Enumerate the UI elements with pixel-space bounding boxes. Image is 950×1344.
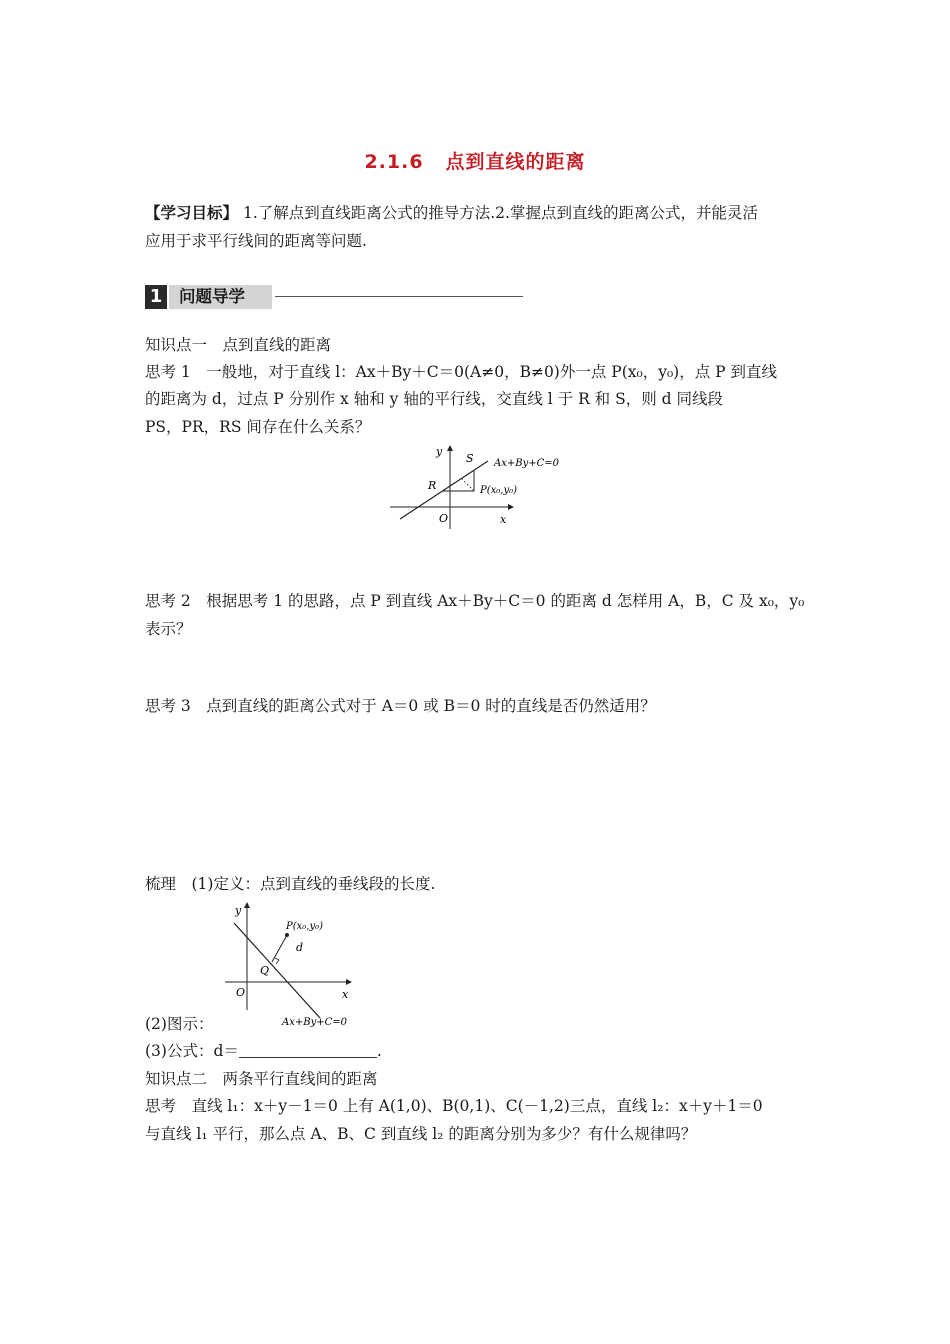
fig1-s-label: S (466, 452, 474, 465)
learning-goal-line-2: 应用于求平行线间的距离等问题. (145, 232, 367, 250)
item-2-diagram: (2)图示： (145, 1015, 214, 1033)
fig1-x-label: x (500, 513, 507, 526)
fig2-perpendicular-segment (272, 935, 287, 962)
fig2-y-arrow (244, 902, 250, 908)
fig1-perpendicular (462, 479, 474, 491)
think-2-line-1: 思考 2 根据思考 1 的思路，点 P 到直线 Ax＋By＋C＝0 的距离 d 怎样用 A，B，C 及 x₀，y₀ (145, 592, 805, 610)
formula-blank (239, 1043, 377, 1058)
fig2-q-label: Q (260, 964, 270, 977)
fig1-p-label: P(x₀,y₀) (480, 485, 518, 496)
section-rule (275, 296, 523, 297)
knowledge-point-1-heading: 知识点一 点到直线的距离 (145, 336, 332, 354)
knowledge-point-2-heading: 知识点二 两条平行直线间的距离 (145, 1070, 378, 1088)
fig1-x-arrow (508, 504, 514, 510)
fig2-point-p (285, 933, 289, 937)
item-3-formula (145, 1039, 382, 1061)
fig1-line-label: Ax+By+C=0 (494, 458, 560, 469)
learning-goal-text-1: 1.了解点到直线距离公式的推导方法.2.掌握点到直线的距离公式，并能灵活 (242, 204, 758, 222)
figure-distance-construction (390, 443, 570, 533)
fig2-y-label: y (235, 904, 242, 917)
fig2-d-label: d (296, 941, 304, 954)
think-1-line-1: 思考 1 一般地，对于直线 l：Ax＋By＋C＝0(A≠0，B≠0)外一点 P(x₀，y₀)，点 P 到直线 (145, 363, 778, 381)
fig1-origin-label: O (439, 512, 449, 525)
fig1-y-arrow (447, 445, 453, 451)
title-text: 点到直线的距离 (445, 151, 586, 173)
section-number: 1 (145, 285, 167, 309)
fig2-line-label: Ax+By+C=0 (282, 1017, 348, 1028)
summary-definition: 梳理 (1)定义：点到直线的垂线段的长度. (145, 875, 436, 893)
think-3-line-1: 思考 3 点到直线的距离公式对于 A＝0 或 B＝0 时的直线是否仍然适用？ (145, 697, 656, 715)
fig1-r-label: R (428, 479, 437, 492)
think-4-line-2: 与直线 l₁ 平行，那么点 A、B、C 到直线 l₂ 的距离分别为多少？有什么规律吗？ (145, 1125, 697, 1143)
fig2-x-label: x (342, 988, 349, 1001)
fig1-y-label: y (436, 445, 443, 458)
title-number: 2.1.6 (364, 151, 424, 173)
fig2-x-arrow (346, 979, 352, 985)
think-4-line-1: 思考 直线 l₁：x＋y－1＝0 上有 A(1,0)、B(0,1)、C(－1,2)三点，直线 l₂：x＋y＋1＝0 (145, 1097, 763, 1115)
learning-goal-label: 【学习目标】 (145, 203, 239, 222)
fig2-p-label: P(x₀,y₀) (286, 921, 324, 932)
formula-prefix: (3)公式：d＝ (145, 1042, 239, 1060)
think-1-line-3: PS，PR，RS 间存在什么关系？ (145, 418, 371, 436)
page-title (0, 147, 950, 174)
section-label: 问题导学 (179, 287, 245, 306)
fig2-origin-label: O (236, 986, 246, 999)
learning-goal-line-1 (145, 201, 758, 223)
formula-suffix: . (376, 1042, 382, 1060)
think-2-line-2: 表示？ (145, 620, 192, 638)
figure-point-line-distance (222, 898, 367, 1033)
fig1-line-l (400, 461, 488, 519)
think-1-line-2: 的距离为 d，过点 P 分别作 x 轴和 y 轴的平行线，交直线 l 于 R 和 S，则 d 同线段 (145, 390, 723, 408)
fig2-right-angle-mark (275, 958, 279, 964)
